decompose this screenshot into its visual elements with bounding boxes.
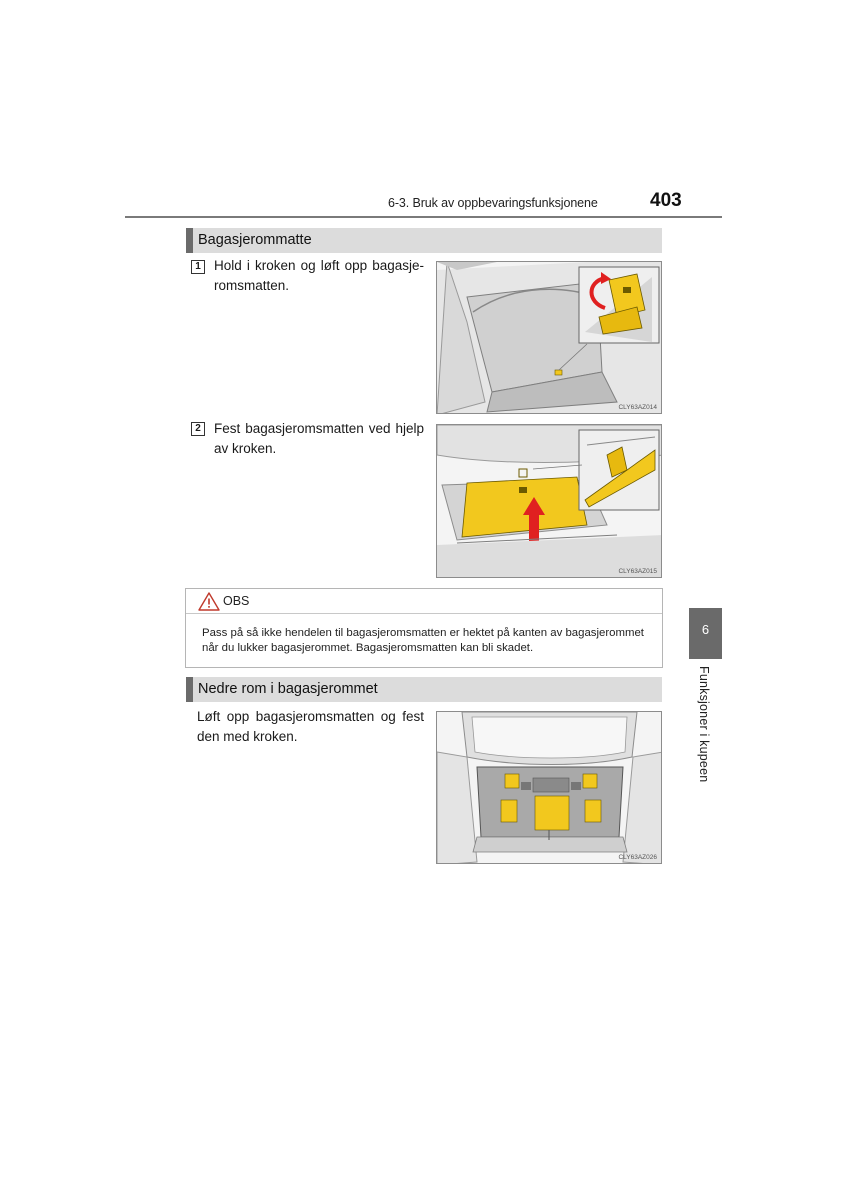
figure-fasten-mat [436, 424, 662, 578]
page-number: 403 [650, 190, 682, 211]
header-divider [125, 216, 722, 218]
section-heading-nedre-rom [186, 677, 662, 702]
chapter-title: 6-3. Bruk av oppbevaringsfunksjonene [388, 196, 598, 210]
warning-triangle-icon [198, 592, 220, 616]
caution-notice [185, 588, 663, 668]
caution-title: OBS [223, 594, 250, 608]
figure-lower-compartment [436, 711, 662, 864]
step-1-text: Hold i kroken og løft opp bagasje-romsmatten. [214, 258, 424, 293]
section-title: Nedre rom i bagasjerommet [198, 681, 378, 697]
section-2-text: Løft opp bagasjeromsmatten og fest den med kroken. [197, 709, 424, 744]
figure-code: CLY63AZ015 [618, 568, 657, 575]
section-title: Bagasjerommatte [198, 232, 312, 248]
step-number-2: 2 [191, 422, 205, 436]
figure-code: CLY63AZ014 [618, 404, 657, 411]
caution-header [186, 589, 662, 614]
chapter-side-label: Funksjoner i kupeen [697, 666, 711, 783]
step-number-1: 1 [191, 260, 205, 274]
section-heading-bagasjerommatte [186, 228, 662, 253]
chapter-tab [689, 608, 722, 659]
step-2-text: Fest bagasjeromsmatten ved hjelp av kroken. [214, 421, 424, 456]
figure-code: CLY63AZ026 [618, 854, 657, 861]
figure-lift-mat [436, 261, 662, 414]
caution-text: Pass på så ikke hendelen til bagasjeromsmatten er hektet på kanten av bagasjerommet når du lukker bagasjerommet. Bagasjeromsmatten kan bli skadet. [202, 627, 644, 654]
chapter-tab-number: 6 [701, 622, 710, 637]
